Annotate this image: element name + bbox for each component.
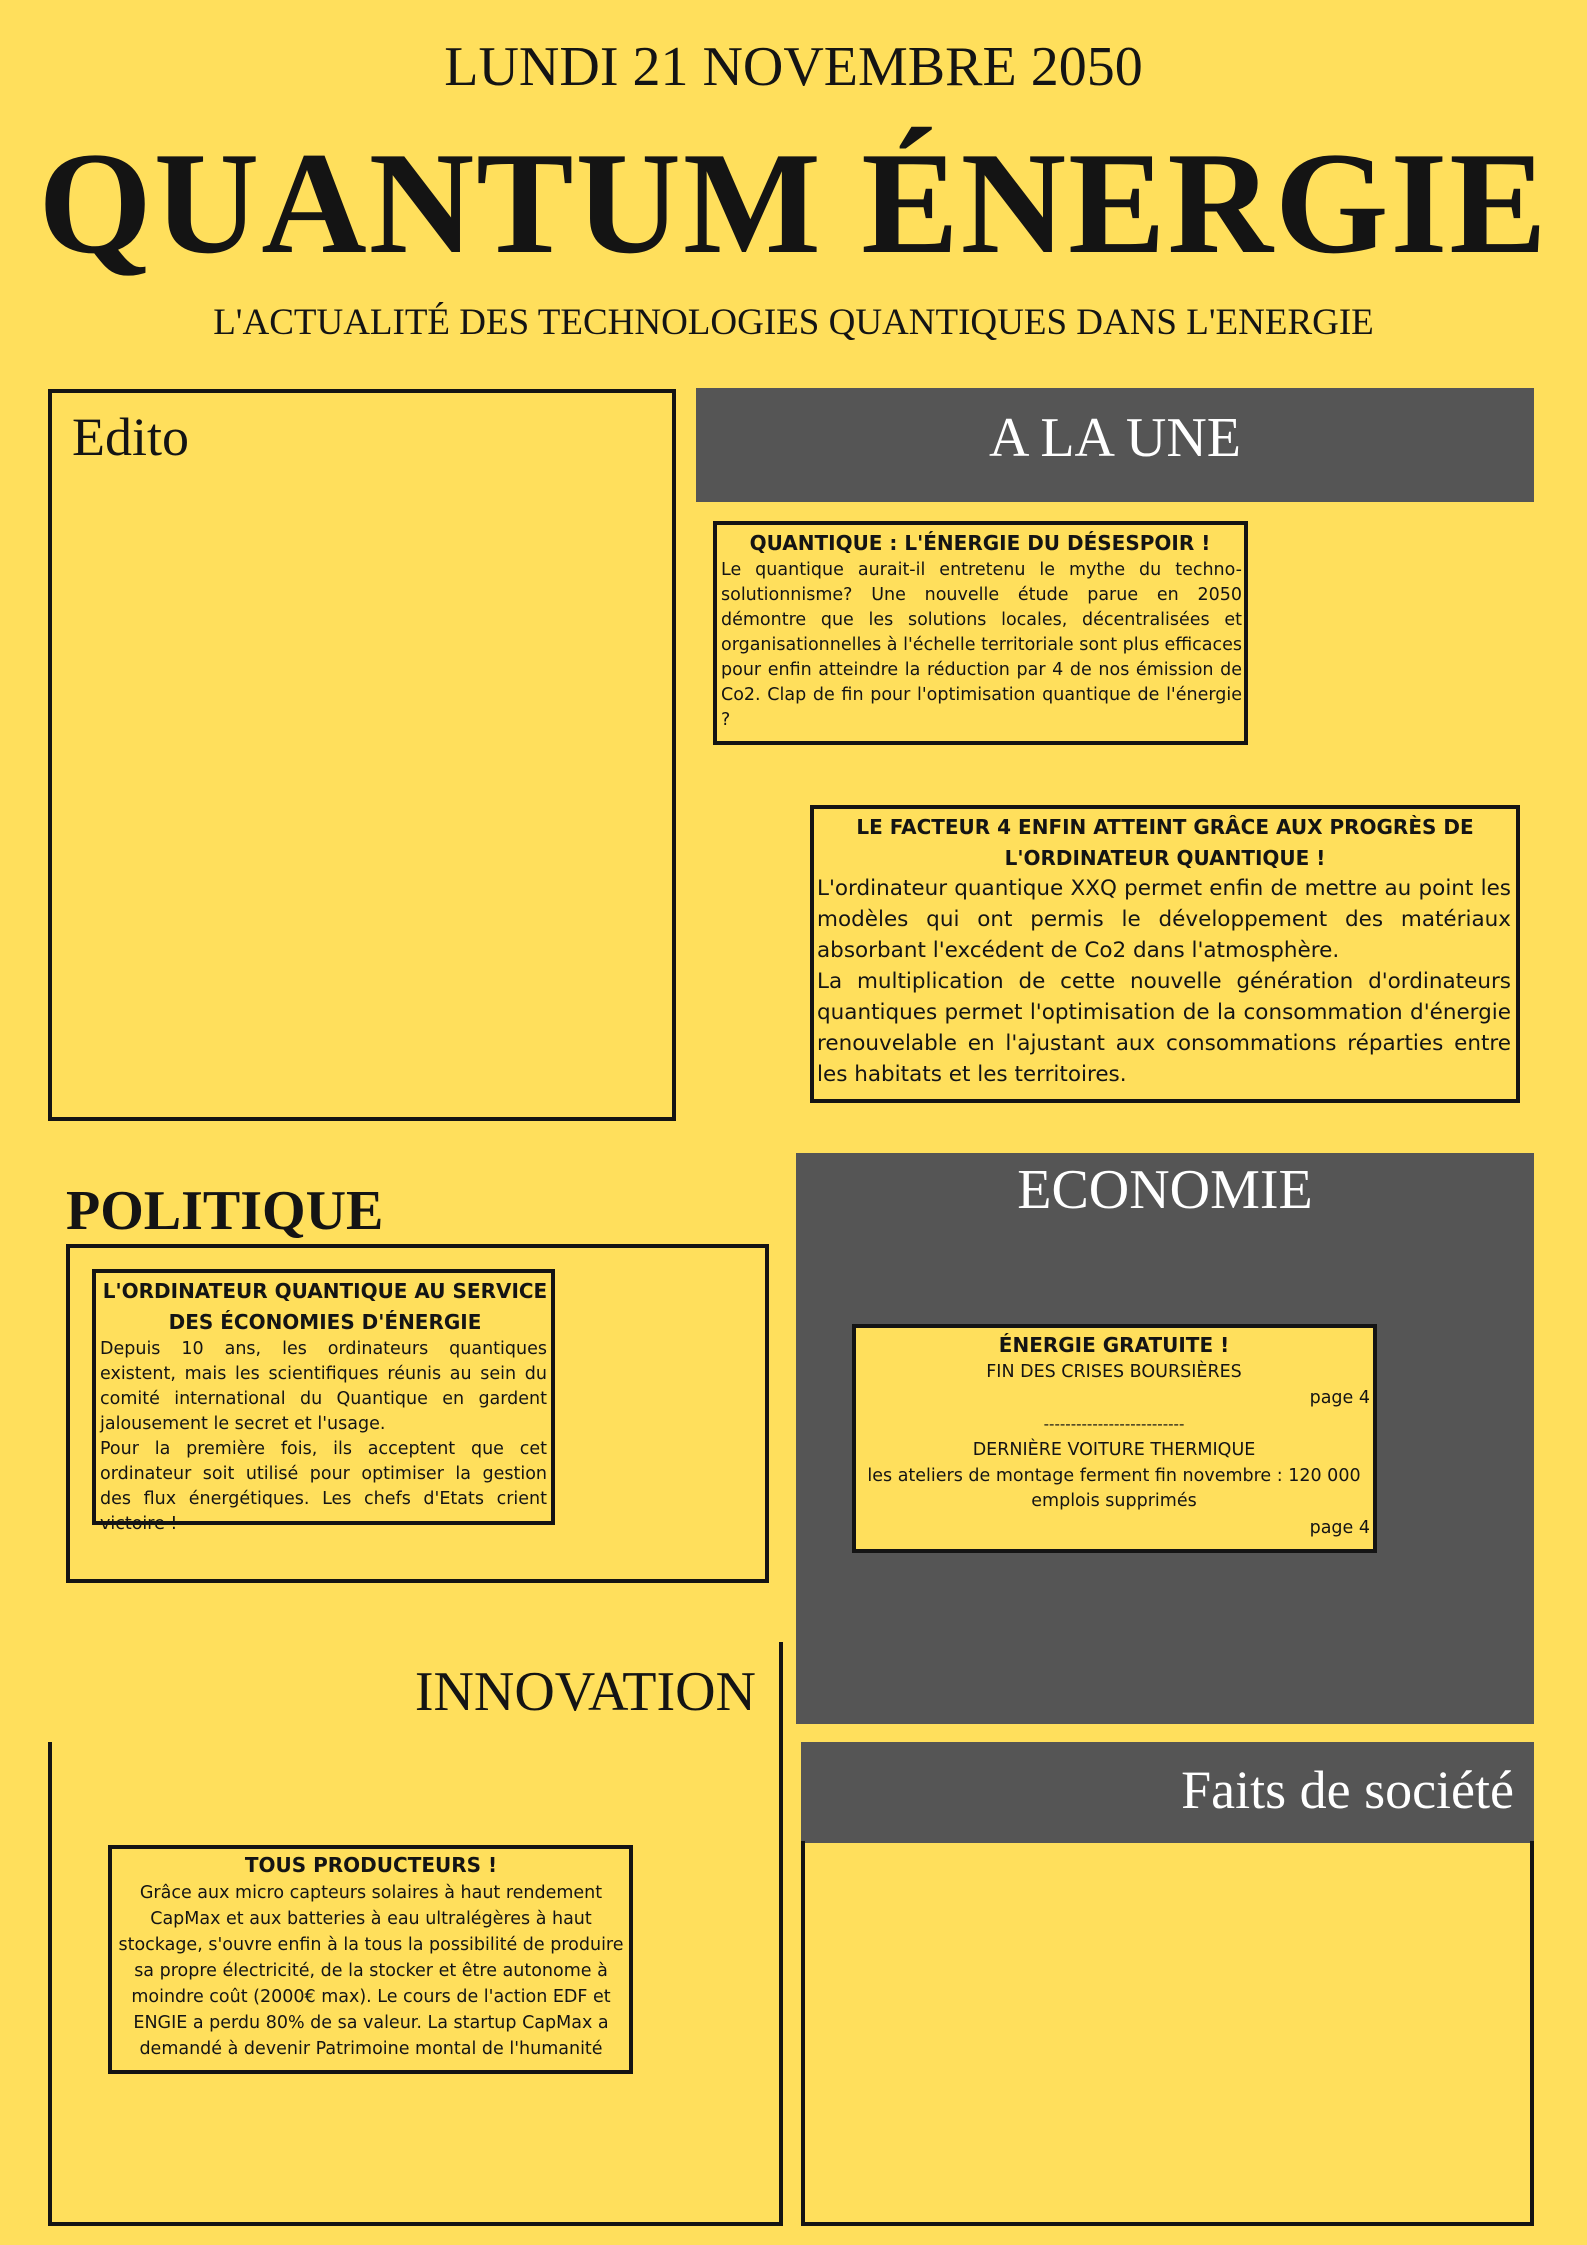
faits-de-societe-box xyxy=(801,1841,1534,2226)
article-tous-producteurs-title: TOUS PRODUCTEURS ! xyxy=(244,1853,498,1877)
article-energie-gratuite-title: ÉNERGIE GRATUITE ! xyxy=(998,1333,1230,1357)
newspaper-subtitle: L'ACTUALITÉ DES TECHNOLOGIES QUANTIQUES DANS L'ENERGIE xyxy=(213,302,1374,343)
innovation-divider xyxy=(779,1642,783,2226)
innovation-left-border xyxy=(48,1742,52,2226)
innovation-bottom-border xyxy=(48,2222,783,2226)
issue-date: LUNDI 21 NOVEMBRE 2050 xyxy=(444,36,1143,98)
article-facteur-4-title: LE FACTEUR 4 ENFIN ATTEINT GRÂCE AUX PROGRÈS DE L'ORDINATEUR QUANTIQUE ! xyxy=(856,815,1474,870)
edito-box xyxy=(48,389,676,1121)
article-facteur-4-para1: L'ordinateur quantique XXQ permet enfin de mettre au point les modèles qui ont permis le développement des matériaux absorbant l'excédent de Co2 dans l'atmosphère. xyxy=(817,876,1511,963)
article-quantique-desespoir-title: QUANTIQUE : L'ÉNERGIE DU DÉSESPOIR ! xyxy=(749,531,1211,555)
economie-line-voiture: DERNIÈRE VOITURE THERMIQUE xyxy=(972,1440,1256,1460)
economie-line-crises: FIN DES CRISES BOURSIÈRES xyxy=(986,1362,1242,1382)
article-quantique-desespoir-body: Le quantique aurait-il entretenu le mythe du techno-solutionnisme? Une nouvelle étude parue en 2050 démontre que les solutions locales, décentralisées et organisationnelles à l'échelle territoriale sont plus efficaces pour enfin atteindre la réduction par 4 de nos émission de Co2. Clap de fin pour l'optimisation quantique de l'énergie ? xyxy=(721,560,1242,730)
politique-heading: POLITIQUE xyxy=(66,1180,384,1242)
economie-page-ref-1: page 4 xyxy=(1309,1388,1370,1408)
newspaper-title: QUANTUM ÉNERGIE xyxy=(38,122,1549,284)
economie-separator: -------------------------- xyxy=(1043,1415,1185,1433)
article-ordinateur-service-title: L'ORDINATEUR QUANTIQUE AU SERVICE DES ÉCONOMIES D'ÉNERGIE xyxy=(102,1279,548,1334)
article-ordinateur-service-para2: Pour la première fois, ils acceptent que cet ordinateur soit utilisé pour optimiser la gestion des flux énergétiques. Les chefs d'Etats crient victoire ! xyxy=(100,1439,547,1534)
edito-heading: Edito xyxy=(72,407,189,467)
a-la-une-heading: A LA UNE xyxy=(989,407,1241,469)
economie-heading: ECONOMIE xyxy=(1017,1159,1313,1221)
faits-de-societe-heading: Faits de société xyxy=(1181,1760,1514,1820)
article-ordinateur-service-para1: Depuis 10 ans, les ordinateurs quantiques existent, mais les scientifiques réunis au sein du comité international du Quantique en gardent jalousement le secret et l'usage. xyxy=(100,1339,547,1434)
innovation-heading: INNOVATION xyxy=(414,1661,756,1723)
article-facteur-4-para2: La multiplication de cette nouvelle génération d'ordinateurs quantiques permet l'optimisation de la consommation d'énergie renouvelable en l'ajustant aux consommations réparties entre les habitats et les territoires. xyxy=(817,969,1511,1087)
economie-page-ref-2: page 4 xyxy=(1309,1518,1370,1538)
economie-line-ateliers: les ateliers de montage ferment fin novembre : 120 000 emplois supprimés xyxy=(867,1466,1361,1511)
article-tous-producteurs-body: Grâce aux micro capteurs solaires à haut rendement CapMax et aux batteries à eau ultralégères à haut stockage, s'ouvre enfin à la tous la possibilité de produire sa propre électricité, de la stocker et être autonome à moindre coût (2000€ max). Le cours de l'action EDF et ENGIE a perdu 80% de sa valeur. La startup CapMax a demandé à devenir Patrimoine montal de l'humanité xyxy=(118,1883,624,2059)
